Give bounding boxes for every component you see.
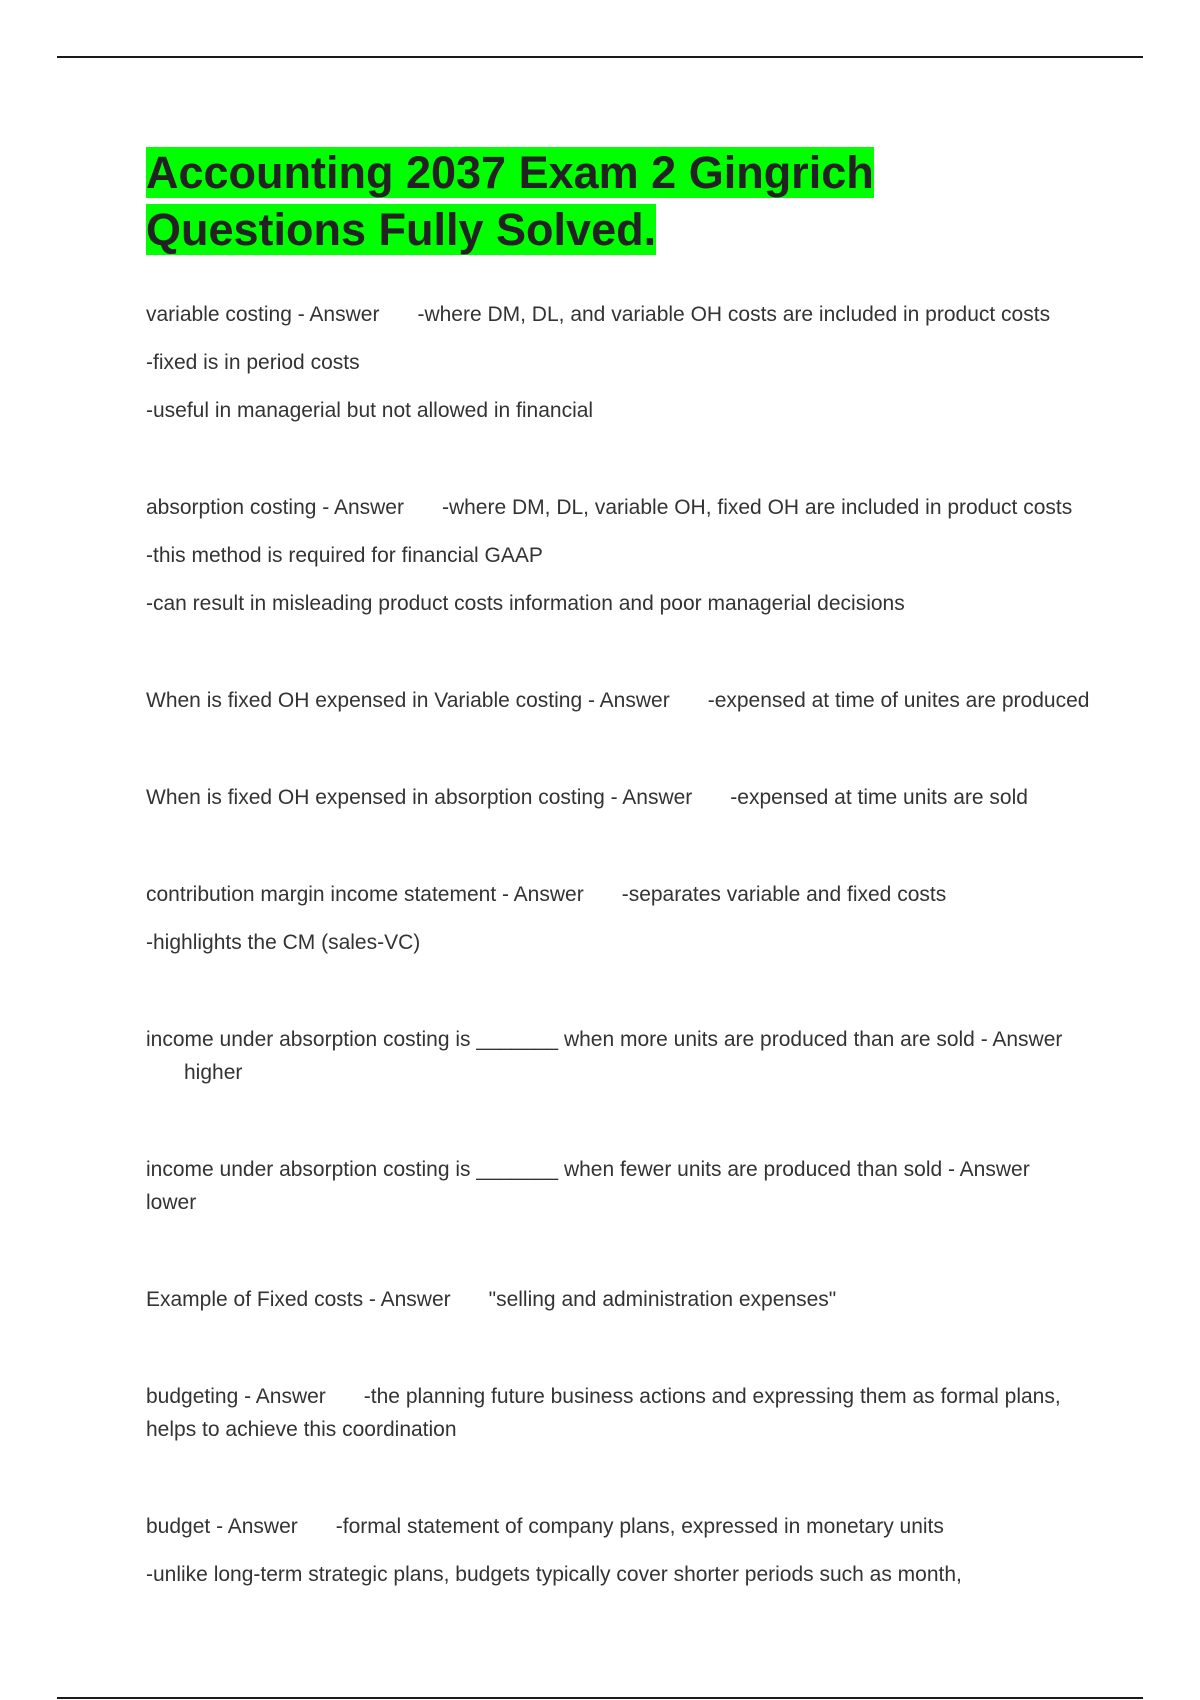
qa-answer: -expensed at time of unites are produced <box>707 689 1090 712</box>
document-title-line-1: Accounting 2037 Exam 2 Gingrich <box>146 147 874 198</box>
qa-answer: -expensed at time units are sold <box>730 786 1028 809</box>
qa-main-line <box>146 491 1096 524</box>
qa-answer: lower <box>146 1191 197 1214</box>
qa-main-line <box>146 298 1096 331</box>
qa-main-line <box>146 878 1096 911</box>
page-content <box>146 144 1096 1606</box>
qa-term: Example of Fixed costs - Answer <box>146 1288 451 1311</box>
qa-term: When is fixed OH expensed in Variable costing - Answer <box>146 689 670 712</box>
qa-answer: -separates variable and fixed costs <box>621 883 947 906</box>
qa-entry <box>146 1380 1096 1446</box>
qa-answer: higher <box>184 1061 243 1084</box>
qa-entry <box>146 1510 1096 1591</box>
qa-main-line <box>146 1380 1096 1446</box>
page-top-rule <box>57 56 1143 58</box>
page-bottom-rule <box>57 1697 1143 1699</box>
qa-main-line <box>146 1283 1096 1316</box>
qa-entry <box>146 684 1096 717</box>
qa-term: budget - Answer <box>146 1515 298 1538</box>
qa-term: When is fixed OH expensed in absorption costing - Answer <box>146 786 693 809</box>
qa-answer: -formal statement of company plans, expressed in monetary units <box>335 1515 944 1538</box>
qa-entry <box>146 298 1096 427</box>
qa-answer: -the planning future business actions and expressing them as formal plans, helps to achieve this coordination <box>146 1385 1061 1441</box>
qa-answer: "selling and administration expenses" <box>488 1288 837 1311</box>
qa-term: income under absorption costing is _______ when more units are produced than are sold - Answer <box>146 1028 1063 1051</box>
qa-entry <box>146 1153 1096 1219</box>
qa-entry <box>146 491 1096 620</box>
qa-term: income under absorption costing is _______ when fewer units are produced than sold - Answer <box>146 1158 1030 1181</box>
qa-answer: -where DM, DL, variable OH, fixed OH are included in product costs <box>441 496 1073 519</box>
qa-extra-line: -unlike long-term strategic plans, budgets typically cover shorter periods such as month, <box>146 1563 962 1586</box>
qa-entry <box>146 781 1096 814</box>
qa-term: variable costing - Answer <box>146 303 380 326</box>
document-title-line-2: Questions Fully Solved. <box>146 204 657 255</box>
qa-main-line <box>146 1153 1096 1219</box>
qa-answer: -where DM, DL, and variable OH costs are included in product costs <box>417 303 1051 326</box>
qa-term: contribution margin income statement - Answer <box>146 883 584 906</box>
qa-term: budgeting - Answer <box>146 1385 326 1408</box>
qa-extra-line: -this method is required for financial GAAP <box>146 544 543 567</box>
qa-main-line <box>146 781 1096 814</box>
qa-extra-line: -can result in misleading product costs information and poor managerial decisions <box>146 592 905 615</box>
qa-extra-line: -useful in managerial but not allowed in financial <box>146 399 594 422</box>
qa-term: absorption costing - Answer <box>146 496 404 519</box>
qa-entry <box>146 1023 1096 1089</box>
qa-extra-line: -fixed is in period costs <box>146 351 360 374</box>
qa-entry <box>146 878 1096 959</box>
qa-main-line <box>146 1023 1096 1089</box>
qa-main-line <box>146 1510 1096 1543</box>
qa-extra-line: -highlights the CM (sales-VC) <box>146 931 421 954</box>
qa-entry <box>146 1283 1096 1316</box>
document-title <box>146 144 1096 258</box>
qa-main-line <box>146 684 1096 717</box>
